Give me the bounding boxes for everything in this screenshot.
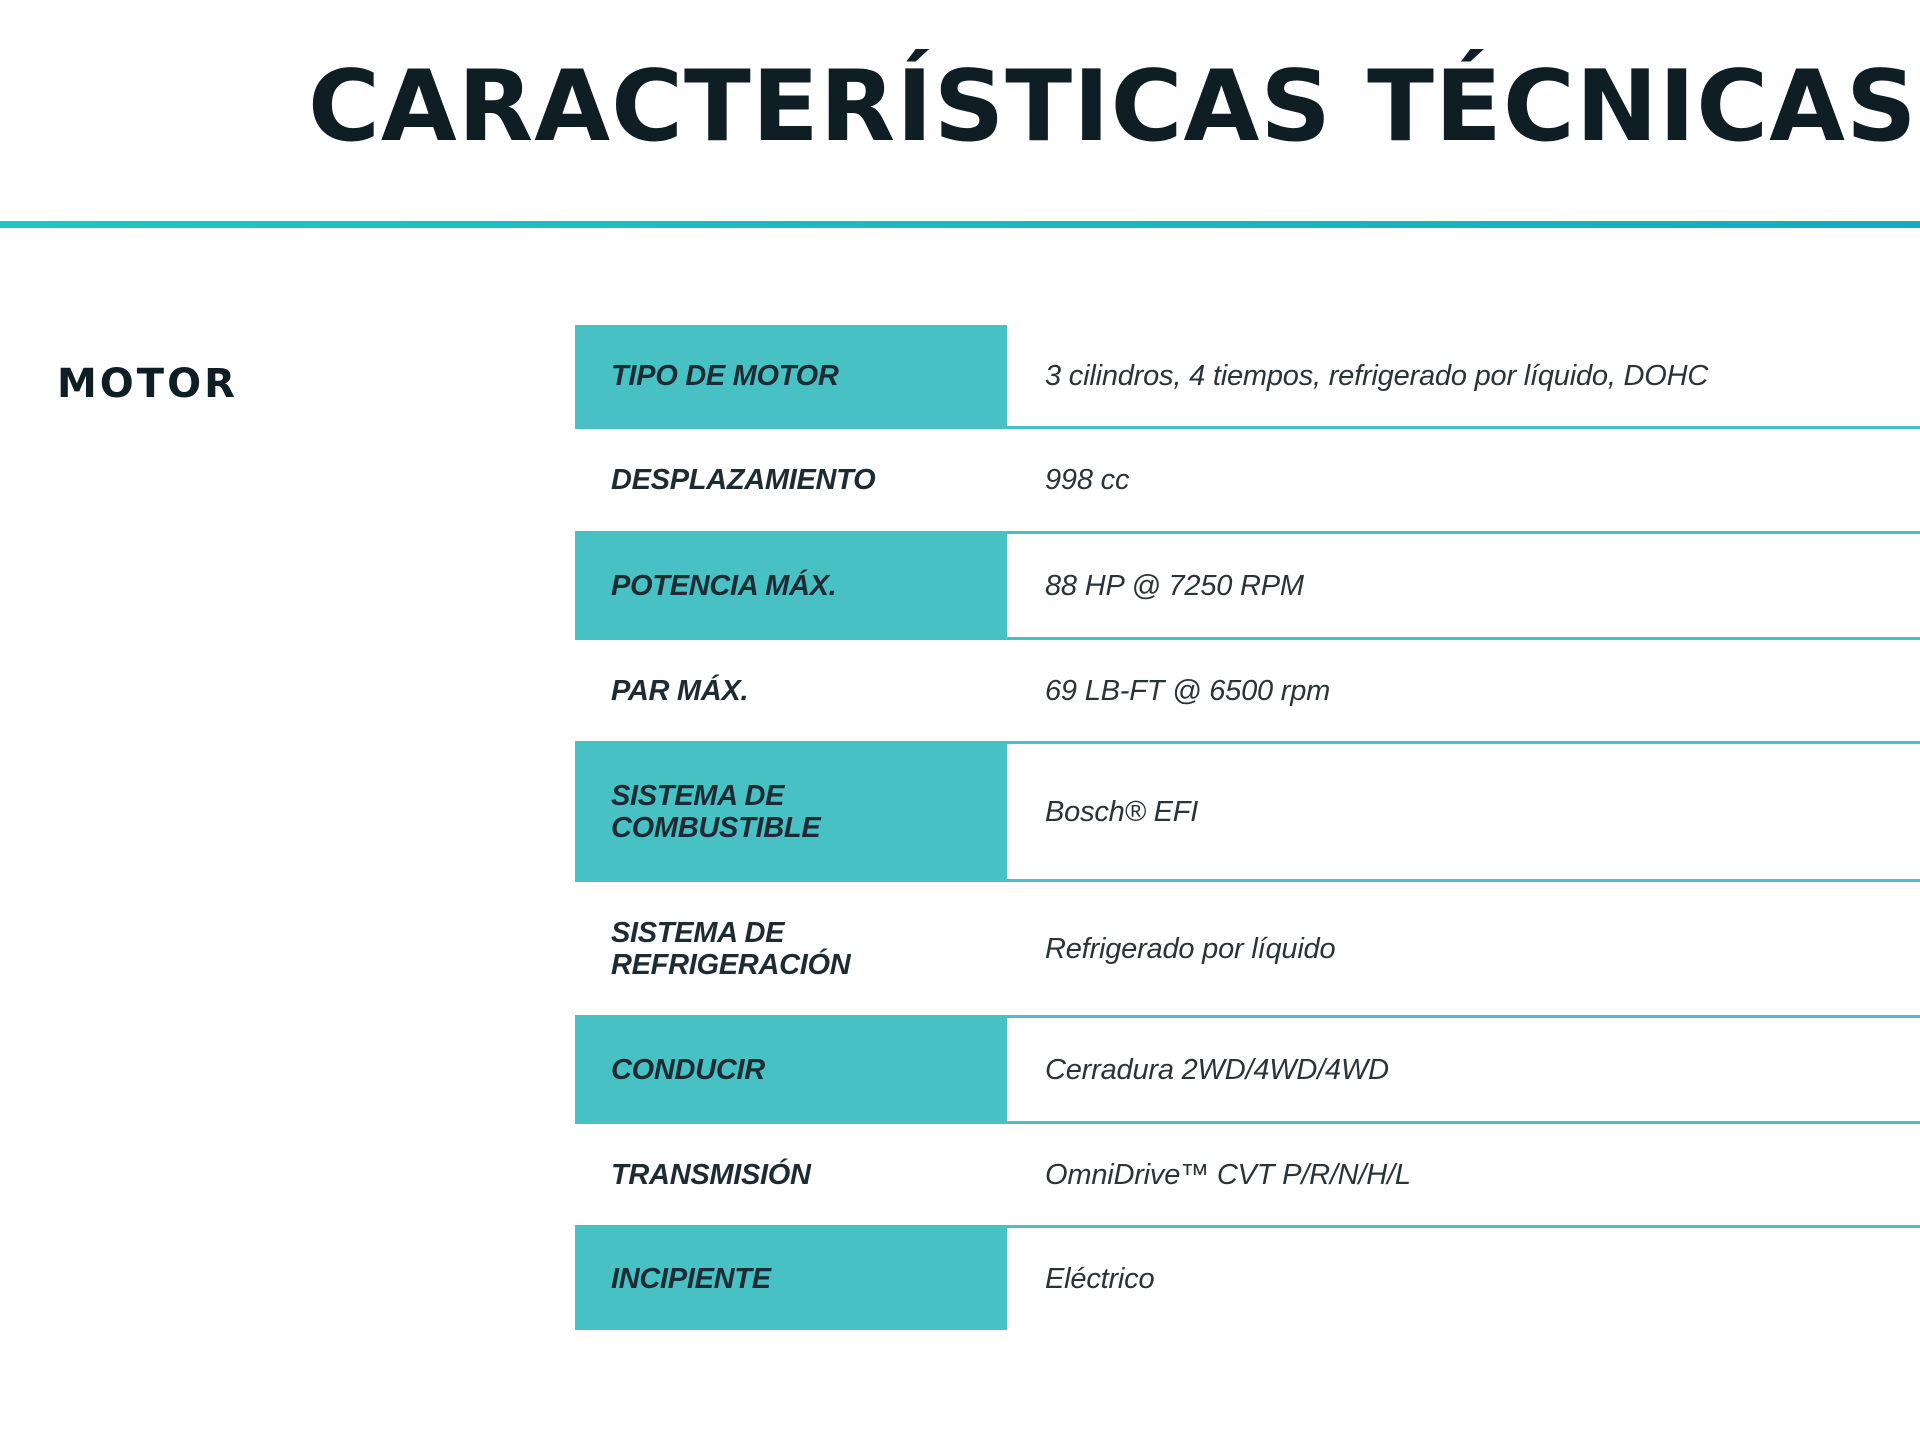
title-divider <box>0 221 1920 228</box>
spec-row-potencia-max <box>575 534 1920 640</box>
spec-row-incipiente <box>575 1228 1920 1330</box>
spec-key <box>575 1018 1007 1121</box>
spec-value: 998 cc <box>1045 464 1130 496</box>
spec-value: 69 LB-FT @ 6500 rpm <box>1045 674 1331 707</box>
spec-value: Cerradura 2WD/4WD/4WD <box>1045 1053 1389 1086</box>
spec-row-transmision <box>575 1124 1920 1228</box>
spec-key-label: POTENCIA MÁX. <box>611 569 837 602</box>
spec-key-label: PAR MÁX. <box>611 674 749 707</box>
spec-key <box>575 325 1007 426</box>
spec-key-label: TRANSMISIÓN <box>611 1158 811 1191</box>
spec-value: Refrigerado por líquido <box>1045 932 1336 965</box>
spec-value: OmniDrive™ CVT P/R/N/H/L <box>1045 1158 1411 1191</box>
page-title: CARACTERÍSTICAS TÉCNICAS <box>308 50 1918 164</box>
spec-row-sistema-de-refrigeracion <box>575 882 1920 1018</box>
spec-key <box>575 1228 1007 1330</box>
spec-key <box>575 429 1007 531</box>
spec-key-label: TIPO DE MOTOR <box>611 359 839 392</box>
spec-key <box>575 640 1007 741</box>
spec-table <box>575 325 1920 1330</box>
spec-value: 88 HP @ 7250 RPM <box>1045 569 1304 602</box>
spec-value: 3 cilindros, 4 tiempos, refrigerado por líquido, DOHC <box>1045 359 1709 392</box>
spec-row-par-max <box>575 640 1920 744</box>
spec-row-sistema-de-combustible <box>575 744 1920 882</box>
spec-row-tipo-de-motor <box>575 325 1920 429</box>
spec-key-label: SISTEMA DE COMBUSTIBLE <box>611 779 821 844</box>
spec-key <box>575 1124 1007 1225</box>
spec-row-desplazamiento <box>575 429 1920 534</box>
spec-key-label: INCIPIENTE <box>611 1263 771 1295</box>
spec-key-label: CONDUCIR <box>611 1053 765 1086</box>
spec-value: Eléctrico <box>1045 1263 1155 1295</box>
spec-row-conducir <box>575 1018 1920 1124</box>
spec-value: Bosch® EFI <box>1045 795 1199 828</box>
spec-key <box>575 882 1007 1015</box>
spec-key <box>575 534 1007 637</box>
spec-key-label: SISTEMA DE REFRIGERACIÓN <box>611 916 851 981</box>
spec-key-label: DESPLAZAMIENTO <box>611 464 876 496</box>
section-label-motor: MOTOR <box>57 361 238 407</box>
spec-key <box>575 744 1007 879</box>
